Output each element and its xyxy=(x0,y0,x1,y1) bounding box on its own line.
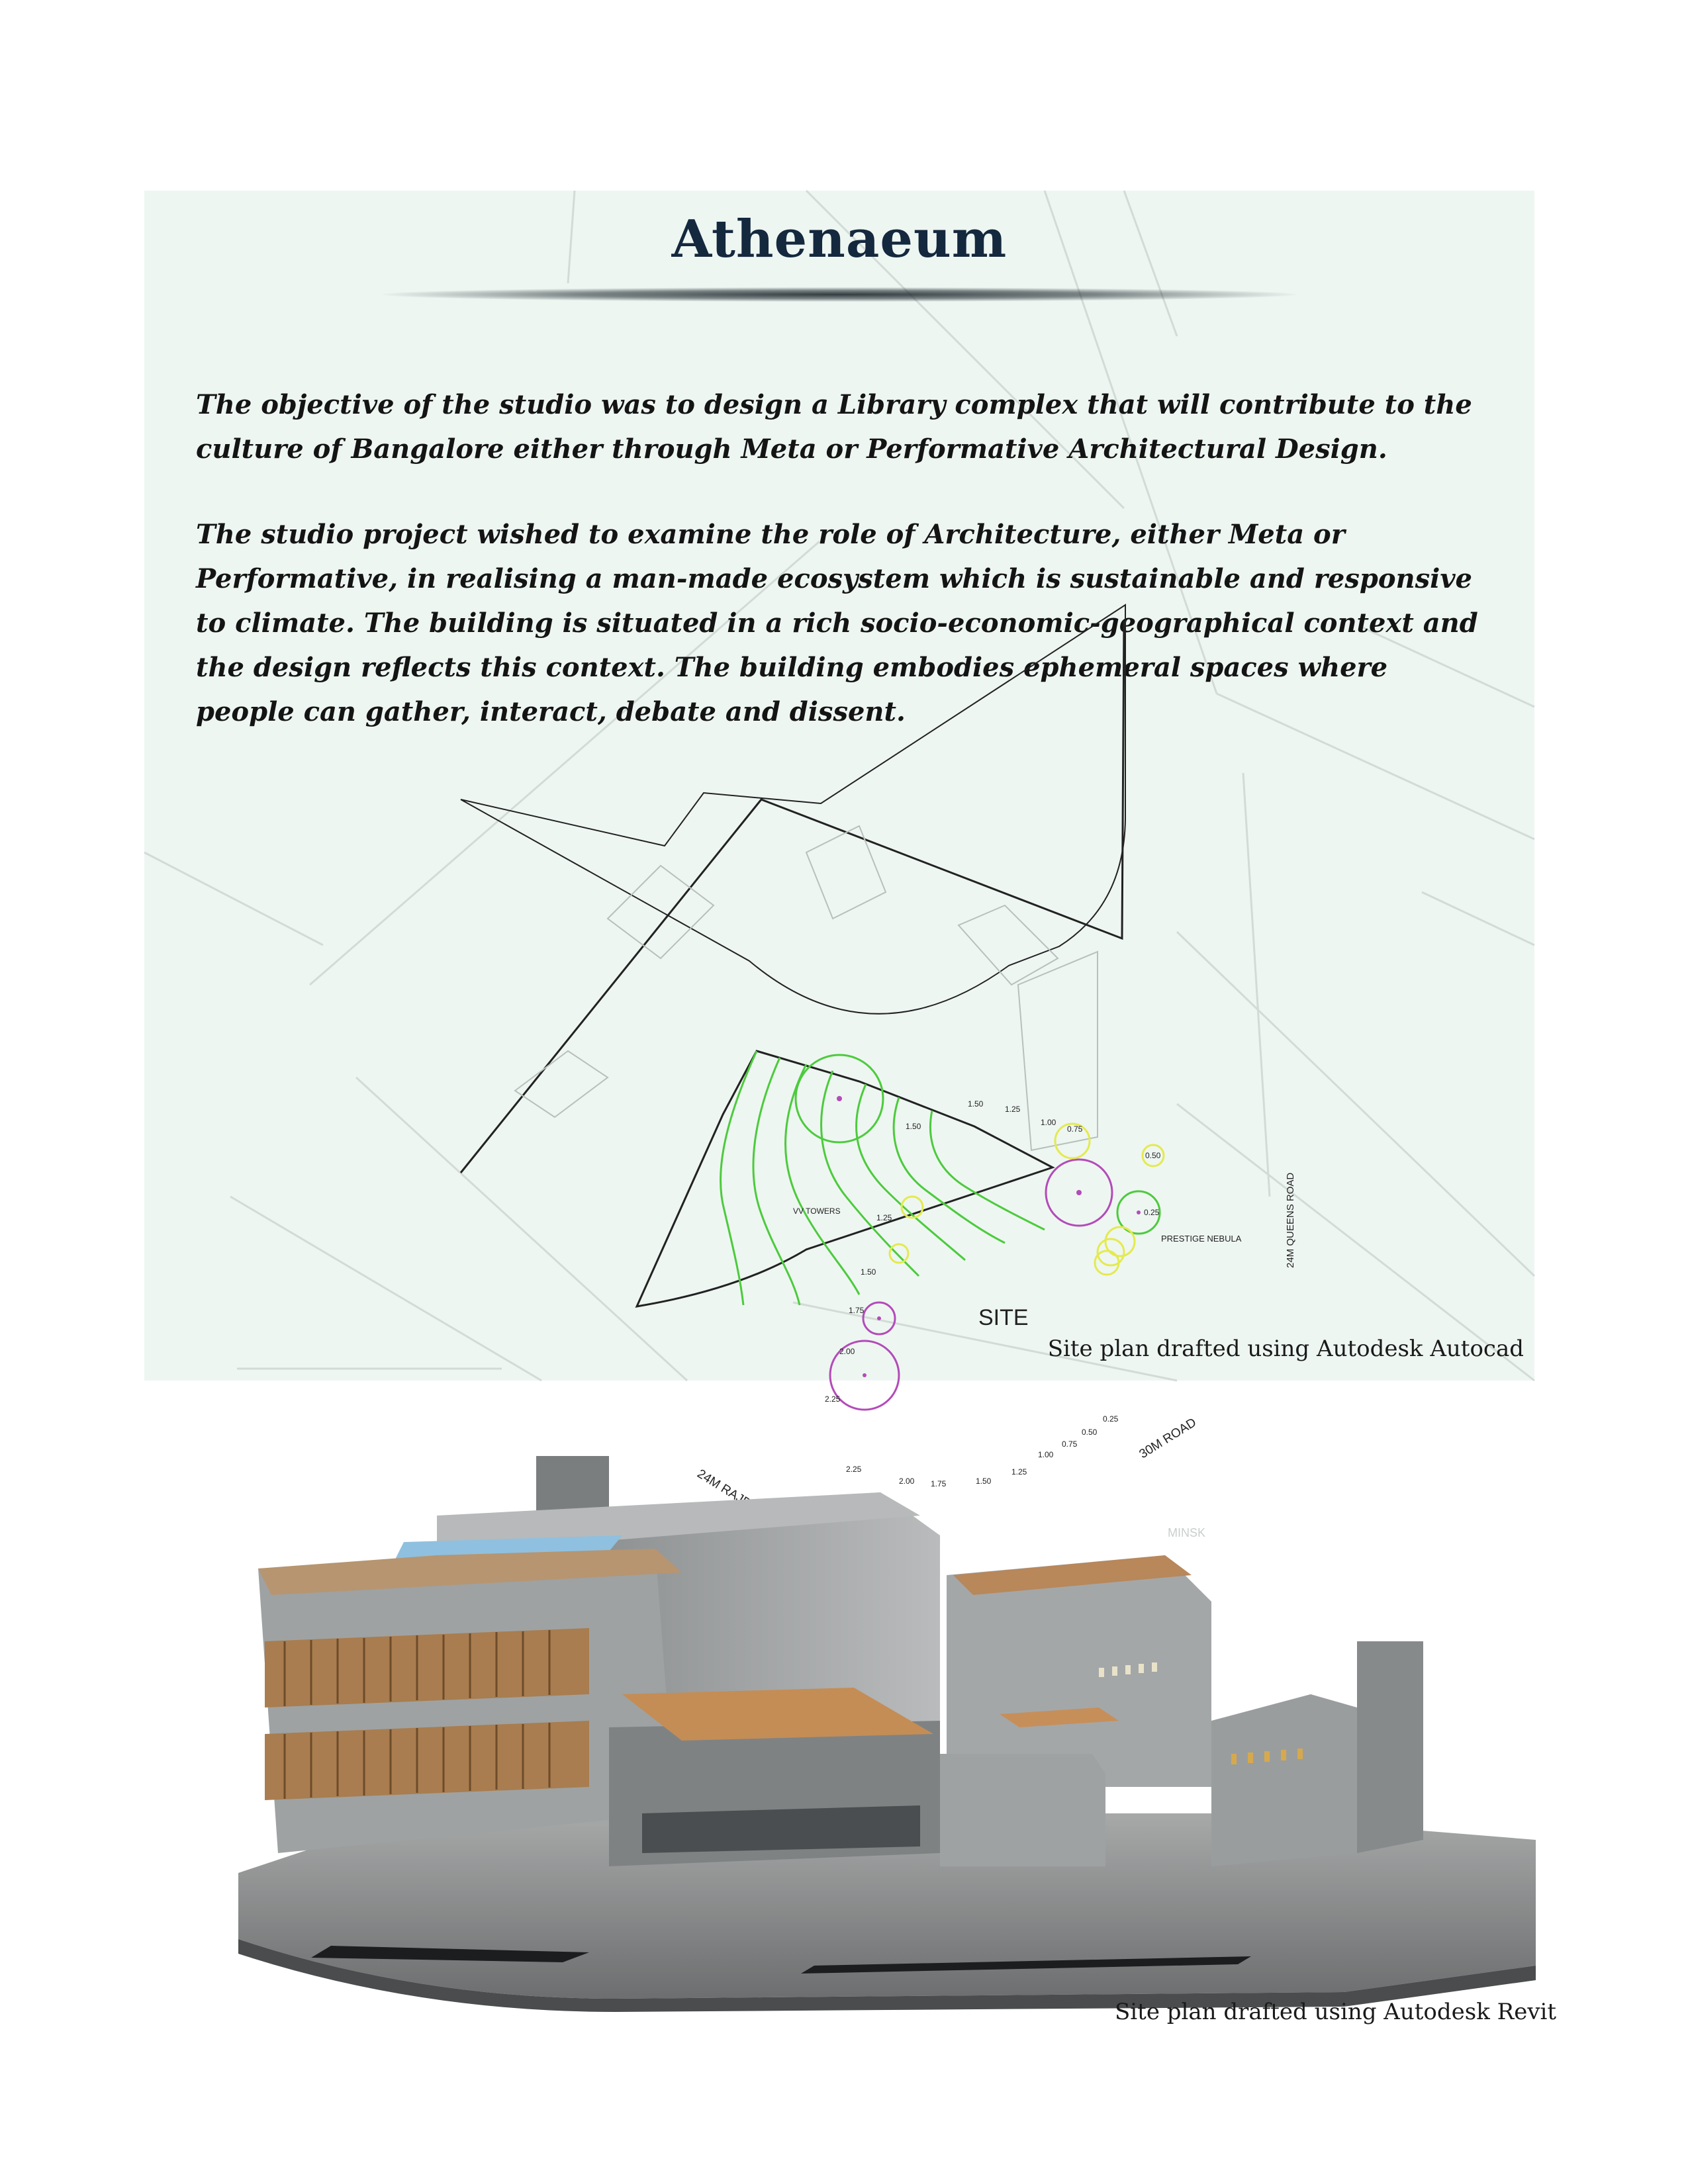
canopy-label: 1.50 xyxy=(861,1267,876,1277)
site-plan-drawing xyxy=(144,191,1534,1539)
site-label: SITE xyxy=(978,1305,1029,1330)
contour-level: 1.00 xyxy=(1038,1450,1054,1459)
canopy-label: 1.25 xyxy=(1005,1105,1021,1114)
atrium-interior xyxy=(642,1805,920,1853)
block-outline xyxy=(461,621,1124,1173)
canopy-label: 2.25 xyxy=(825,1394,841,1404)
far-right-block xyxy=(1211,1694,1357,1866)
contour-level: 1.75 xyxy=(931,1479,947,1488)
canopy-label: 1.50 xyxy=(968,1099,984,1109)
contour-level: 2.00 xyxy=(899,1477,915,1486)
site-boundary xyxy=(637,1051,1053,1306)
canopy-label: 1.50 xyxy=(906,1122,921,1131)
canopy-label: 1.00 xyxy=(1041,1118,1056,1127)
contour-level: 0.50 xyxy=(1082,1428,1098,1437)
canopy-label: 0.25 xyxy=(1144,1208,1160,1217)
contour-level: 0.75 xyxy=(1062,1439,1078,1449)
canopy-label: 2.00 xyxy=(839,1347,855,1356)
canopy-label: 1.25 xyxy=(876,1213,892,1222)
minsk-label: MINSK xyxy=(1168,1526,1206,1539)
contour-level: 0.25 xyxy=(1103,1414,1119,1424)
surrounding-building-outlines xyxy=(515,826,1098,1150)
lower-annex xyxy=(940,1754,1105,1866)
revit-caption: Site plan drafted using Autodesk Revit xyxy=(1115,1999,1557,2025)
contour-level: 1.50 xyxy=(976,1477,992,1486)
contour-level: 1.25 xyxy=(1011,1467,1027,1477)
site-plan-panel xyxy=(144,191,1534,1539)
neighbourhood-boundary xyxy=(461,605,1125,1014)
page-title: Athenaeum xyxy=(671,209,1008,269)
objective-paragraph: The objective of the studio was to design a Library complex that will contribute to the culture of Bangalore either through Meta or Performative Architectural Design. xyxy=(196,389,1472,465)
contour-level: 2.25 xyxy=(846,1465,862,1474)
studio-description-paragraph: The studio project wished to examine the role of Architecture, either Meta or Performative, in realising a man-made ecosystem which is sustainable and responsive to climate. The building is situated in a rich socio-economic-geographical context and the design reflects this context. The building embodies ephemeral spaces where people can gather, interact, debate and dissent. xyxy=(196,519,1478,727)
stair-tower xyxy=(1357,1641,1423,1853)
autocad-caption: Site plan drafted using Autodesk Autocad xyxy=(1047,1336,1524,1362)
prestige-nebula-label: PRESTIGE NEBULA xyxy=(1161,1234,1242,1244)
canopy-label: 0.50 xyxy=(1145,1151,1161,1160)
revit-3d-model-render xyxy=(218,1443,1556,2012)
canopy-label: 0.75 xyxy=(1067,1124,1083,1134)
canopy-label: 1.75 xyxy=(849,1306,865,1315)
queens-road-label: 24M QUEENS ROAD xyxy=(1285,1172,1296,1268)
vv-towers-label: VV TOWERS xyxy=(793,1206,841,1216)
30m-road-label: 30M ROAD xyxy=(1137,1415,1199,1462)
